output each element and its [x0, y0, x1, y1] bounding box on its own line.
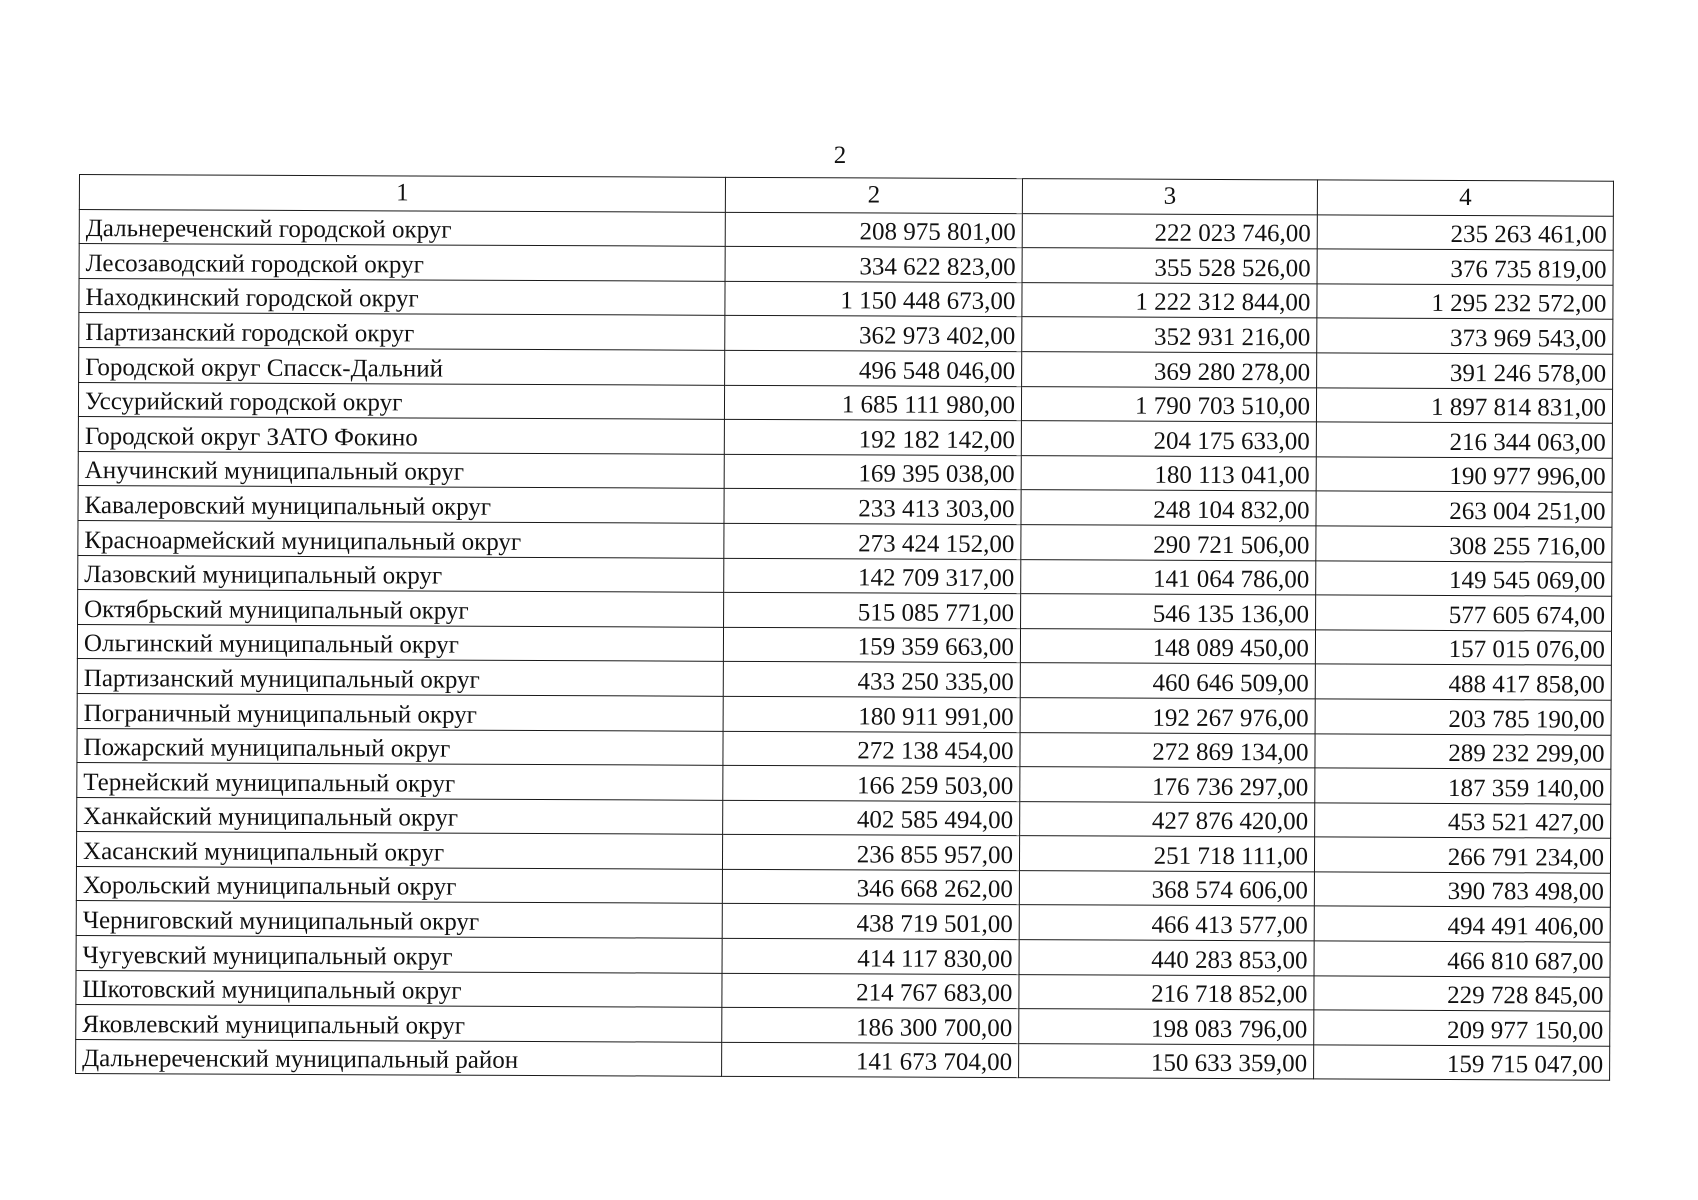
value-cell-col3: 222 023 746,00 — [1022, 213, 1317, 249]
table-row — [76, 970, 1610, 1011]
value-cell-col4: 488 417 858,00 — [1315, 664, 1611, 700]
municipality-name-cell: Чугуевский муниципальный округ — [76, 936, 722, 973]
municipality-name-cell: Хасанский муниципальный округ — [76, 832, 722, 869]
value-cell-col3: 352 931 216,00 — [1022, 317, 1317, 353]
value-cell-col4: 203 785 190,00 — [1315, 699, 1611, 735]
value-cell-col4: 453 521 427,00 — [1315, 803, 1611, 839]
value-cell-col2: 515 085 771,00 — [724, 592, 1021, 628]
value-cell-col4: 466 810 687,00 — [1314, 941, 1610, 977]
table-row — [79, 347, 1613, 388]
value-cell-col2: 166 259 503,00 — [723, 765, 1020, 801]
value-cell-col2: 438 719 501,00 — [722, 904, 1019, 940]
value-cell-col4: 308 255 716,00 — [1316, 526, 1612, 562]
value-cell-col3: 290 721 506,00 — [1021, 525, 1316, 561]
value-cell-col3: 460 646 509,00 — [1020, 663, 1315, 699]
value-cell-col2: 159 359 663,00 — [723, 627, 1020, 663]
municipality-name-cell: Хорольский муниципальный округ — [76, 866, 722, 903]
municipality-name-cell: Анучинский муниципальный округ — [78, 451, 724, 488]
value-cell-col2: 414 117 830,00 — [722, 938, 1019, 974]
value-cell-col4: 190 977 996,00 — [1316, 457, 1612, 493]
value-cell-col2: 334 622 823,00 — [725, 247, 1022, 283]
value-cell-col3: 546 135 136,00 — [1021, 594, 1316, 630]
table-row — [78, 520, 1612, 561]
table-row — [76, 832, 1610, 873]
value-cell-col2: 180 911 991,00 — [723, 696, 1020, 732]
value-cell-col3: 272 869 134,00 — [1020, 732, 1315, 768]
value-cell-col3: 216 718 852,00 — [1019, 974, 1314, 1010]
value-cell-col3: 1 222 312 844,00 — [1022, 282, 1317, 318]
municipality-name-cell: Лазовский муниципальный округ — [78, 555, 724, 592]
value-cell-col2: 186 300 700,00 — [722, 1008, 1019, 1044]
value-cell-col3: 150 633 359,00 — [1019, 1043, 1314, 1079]
municipality-name-cell: Кавалеровский муниципальный округ — [78, 486, 724, 523]
municipality-name-cell: Лесозаводский городской округ — [79, 244, 725, 281]
value-cell-col2: 208 975 801,00 — [725, 212, 1022, 248]
municipality-name-cell: Октябрьский муниципальный округ — [78, 590, 724, 627]
table-row — [78, 486, 1612, 527]
municipality-name-cell: Пожарский муниципальный округ — [77, 728, 723, 765]
table-row — [79, 313, 1613, 354]
value-cell-col4: 187 359 140,00 — [1315, 768, 1611, 804]
table-row — [76, 936, 1610, 977]
table-row — [77, 728, 1611, 769]
municipality-name-cell: Партизанский городской округ — [79, 313, 725, 350]
page-number: 2 — [833, 142, 847, 169]
table-row — [79, 209, 1613, 250]
column-header-4: 4 — [1317, 180, 1613, 216]
column-header-2: 2 — [725, 177, 1022, 213]
table-row — [77, 624, 1611, 665]
value-cell-col4: 229 728 845,00 — [1314, 976, 1610, 1012]
municipality-name-cell: Тернейский муниципальный округ — [77, 763, 723, 800]
value-cell-col4: 209 977 150,00 — [1314, 1010, 1610, 1046]
municipality-name-cell: Красноармейский муниципальный округ — [78, 520, 724, 557]
table-row — [78, 555, 1612, 596]
table-row — [77, 693, 1611, 734]
table-row — [77, 797, 1611, 838]
municipality-name-cell: Городской округ Спасск-Дальний — [79, 347, 725, 384]
value-cell-col3: 248 104 832,00 — [1021, 490, 1316, 526]
value-cell-col2: 233 413 303,00 — [724, 489, 1021, 525]
value-cell-col3: 1 790 703 510,00 — [1021, 386, 1316, 422]
municipality-name-cell: Пограничный муниципальный округ — [77, 693, 723, 730]
value-cell-col3: 198 083 796,00 — [1019, 1009, 1314, 1045]
value-cell-col3: 369 280 278,00 — [1022, 352, 1317, 388]
value-cell-col4: 577 605 674,00 — [1316, 595, 1612, 631]
value-cell-col2: 362 973 402,00 — [725, 316, 1022, 352]
table-row — [77, 659, 1611, 700]
value-cell-col2: 433 250 335,00 — [723, 662, 1020, 698]
value-cell-col3: 251 718 111,00 — [1019, 836, 1314, 872]
value-cell-col2: 236 855 957,00 — [722, 835, 1019, 871]
municipality-name-cell: Дальнереченский муниципальный район — [76, 1039, 722, 1076]
value-cell-col2: 1 150 448 673,00 — [725, 281, 1022, 317]
value-cell-col3: 355 528 526,00 — [1022, 248, 1317, 284]
value-cell-col4: 216 344 063,00 — [1316, 422, 1612, 458]
value-cell-col2: 402 585 494,00 — [723, 800, 1020, 836]
table-row — [78, 451, 1612, 492]
value-cell-col4: 149 545 069,00 — [1316, 560, 1612, 596]
value-cell-col4: 391 246 578,00 — [1317, 353, 1613, 389]
table-row — [79, 278, 1613, 319]
value-cell-col4: 1 897 814 831,00 — [1316, 387, 1612, 423]
municipality-name-cell: Черниговский муниципальный округ — [76, 901, 722, 938]
municipality-name-cell: Городской округ ЗАТО Фокино — [78, 417, 724, 454]
value-cell-col3: 368 574 606,00 — [1019, 870, 1314, 906]
municipality-name-cell: Ханкайский муниципальный округ — [77, 797, 723, 834]
value-cell-col2: 1 685 111 980,00 — [724, 385, 1021, 421]
value-cell-col4: 235 263 461,00 — [1317, 214, 1613, 250]
table-row — [78, 382, 1612, 423]
value-cell-col2: 192 182 142,00 — [724, 419, 1021, 455]
value-cell-col4: 494 491 406,00 — [1314, 906, 1610, 942]
value-cell-col2: 346 668 262,00 — [722, 869, 1019, 905]
column-header-1: 1 — [79, 175, 725, 212]
value-cell-col4: 289 232 299,00 — [1315, 733, 1611, 769]
value-cell-col4: 159 715 047,00 — [1314, 1045, 1610, 1081]
value-cell-col3: 204 175 633,00 — [1021, 421, 1316, 457]
table-body — [76, 209, 1614, 1081]
value-cell-col2: 142 709 317,00 — [724, 558, 1021, 594]
municipality-name-cell: Дальнереченский городской округ — [79, 209, 725, 246]
value-cell-col3: 141 064 786,00 — [1021, 559, 1316, 595]
value-cell-col3: 466 413 577,00 — [1019, 905, 1314, 941]
value-cell-col2: 169 395 038,00 — [724, 454, 1021, 490]
value-cell-col4: 157 015 076,00 — [1315, 630, 1611, 666]
value-cell-col3: 440 283 853,00 — [1019, 940, 1314, 976]
table-row — [76, 901, 1610, 942]
value-cell-col2: 141 673 704,00 — [722, 1042, 1019, 1078]
value-cell-col2: 214 767 683,00 — [722, 973, 1019, 1009]
value-cell-col4: 373 969 543,00 — [1317, 318, 1613, 354]
value-cell-col4: 263 004 251,00 — [1316, 491, 1612, 527]
table-row — [78, 417, 1612, 458]
value-cell-col3: 192 267 976,00 — [1020, 698, 1315, 734]
value-cell-col2: 272 138 454,00 — [723, 731, 1020, 767]
value-cell-col3: 427 876 420,00 — [1020, 801, 1315, 837]
column-header-3: 3 — [1022, 179, 1317, 215]
table-row — [76, 1005, 1610, 1046]
value-cell-col2: 273 424 152,00 — [724, 523, 1021, 559]
table-row — [79, 244, 1613, 285]
municipality-name-cell: Находкинский городской округ — [79, 278, 725, 315]
value-cell-col2: 496 548 046,00 — [725, 350, 1022, 386]
municipality-name-cell: Уссурийский городской округ — [78, 382, 724, 419]
value-cell-col3: 180 113 041,00 — [1021, 455, 1316, 491]
value-cell-col4: 266 791 234,00 — [1314, 837, 1610, 873]
value-cell-col4: 390 783 498,00 — [1314, 872, 1610, 908]
table-row — [78, 590, 1612, 631]
municipality-name-cell: Ольгинский муниципальный округ — [77, 624, 723, 661]
value-cell-col4: 1 295 232 572,00 — [1317, 284, 1613, 320]
municipality-name-cell: Шкотовский муниципальный округ — [76, 970, 722, 1007]
municipality-name-cell: Партизанский муниципальный округ — [77, 659, 723, 696]
table-row — [76, 866, 1610, 907]
value-cell-col4: 376 735 819,00 — [1317, 249, 1613, 285]
table-row — [76, 1039, 1610, 1080]
municipality-name-cell: Яковлевский муниципальный округ — [76, 1005, 722, 1042]
value-cell-col3: 148 089 450,00 — [1020, 628, 1315, 664]
data-table — [75, 174, 1614, 1081]
table-row — [77, 763, 1611, 804]
value-cell-col3: 176 736 297,00 — [1020, 767, 1315, 803]
